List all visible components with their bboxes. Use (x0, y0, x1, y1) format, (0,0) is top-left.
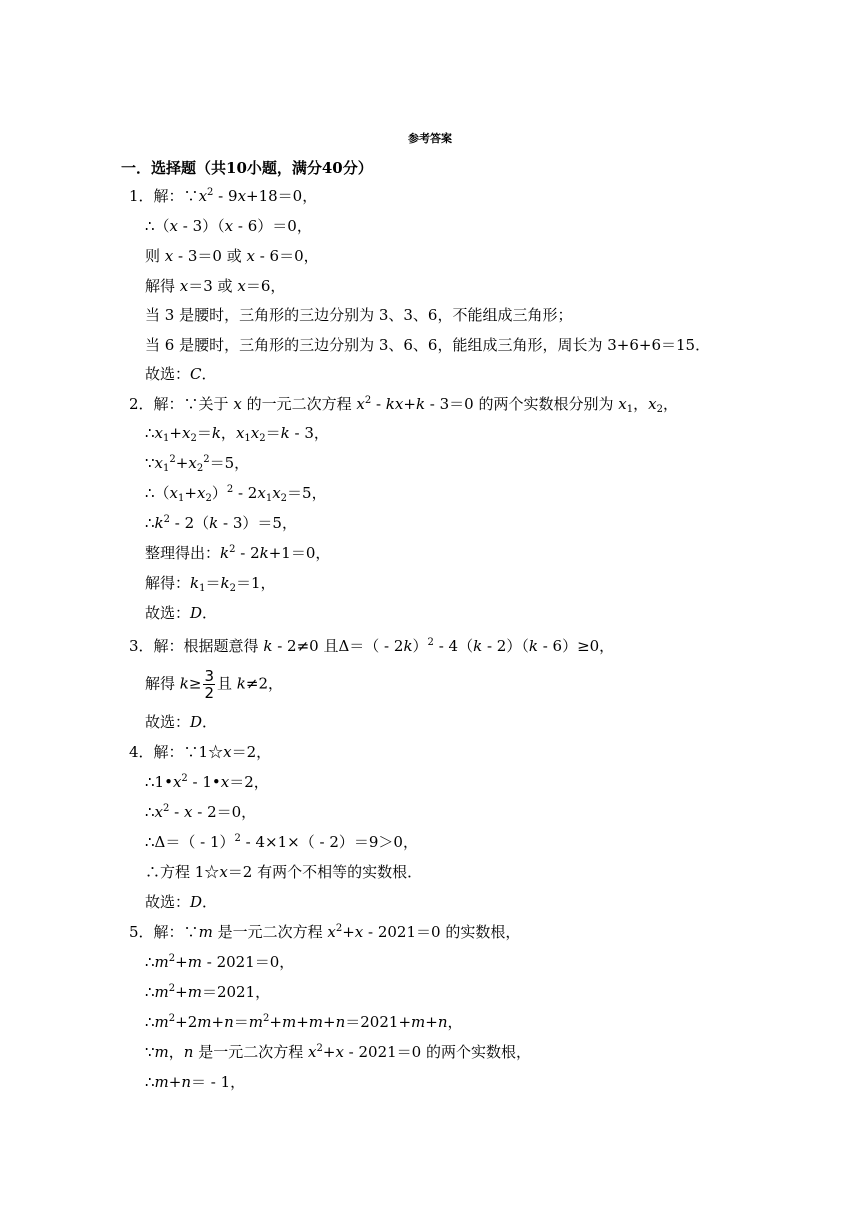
q2-line-2: $\therefore x_1+x_2=k$，$x_1x_2=k - 3$， (145, 424, 329, 444)
q5-line-2: $\therefore m^2+m - 2021=0$， (145, 953, 295, 971)
q4-line-1: 4．解：∵1☆x＝2， (129, 743, 272, 761)
q1-line-4: 解得 x＝3 或 x＝6， (145, 277, 286, 295)
q3-line-1: 3．解：根据题意得 k - 2≠0 且Δ＝（ - 2k）$^2$ - 4（k - 2）（k - 6）≥0， (129, 637, 615, 655)
q1-line-6: 当 6 是腰时，三角形的三边分别为 3、6、6，能组成三角形，周长为 3+6+6＝15． (145, 336, 711, 354)
q4-line-5: ∴方程 1☆x＝2 有两个不相等的实数根． (145, 863, 423, 881)
q1-line-3: 则 x - 3＝0 或 x - 6＝0， (145, 247, 319, 265)
q2-line-7: 解得：$k_1=k_2=1$， (145, 574, 276, 594)
q4-line-3: $\therefore x^2 - x - 2=0$， (145, 803, 257, 821)
q5-line-3: $\therefore m^2+m=2021$， (145, 983, 271, 1001)
q1-line-5: 当 3 是腰时，三角形的三边分别为 3、3、6，不能组成三角形； (145, 306, 573, 324)
q1-line-7: 故选：C． (145, 365, 217, 383)
q2-line-1: 2．解：∵关于 x 的一元二次方程 $x^2 - kx+k - 3=0$ 的两个实数根分别为 $x_1$，$x_2$， (129, 395, 678, 415)
q2-line-6: 整理得出：$k^2 - 2k+1=0$， (145, 544, 331, 562)
q2-line-5: $\therefore k^2 - 2(k - 3)=5$， (145, 514, 297, 532)
q1-line-2: ∴（x - 3）（x - 6）＝0， (145, 217, 312, 235)
q5-line-1: 5．解：∵m 是一元二次方程 $x^2+x - 2021=0$ 的实数根， (129, 923, 521, 941)
q5-line-5: ∵m，n 是一元二次方程 $x^2+x - 2021=0$ 的两个实数根， (145, 1043, 531, 1061)
q5-line-4: $\therefore m^2+2m+n=m^2+m+m+n=2021+m+n$， (145, 1013, 463, 1031)
q1-line-1: 1．解：$\because x^2 - 9x+18=0$， (129, 187, 318, 205)
q4-line-6: 故选：D． (145, 893, 218, 911)
q3-line-2: 解得 k≥ $\frac{3}{2}$ 且 k≠2， (145, 667, 283, 702)
page-title: 参考答案 (408, 132, 452, 145)
q3-line-3: 故选：D． (145, 713, 218, 731)
section-heading: 一．选择题（共10小题，满分40分） (121, 159, 373, 177)
q2-line-4: $\therefore(x_1+x_2)^2 - 2x_1x_2=5$， (145, 484, 327, 504)
fraction-three-halves: $\frac{3}{2}$ (204, 667, 214, 702)
q5-line-6: ∴m+n＝ - 1， (145, 1073, 246, 1091)
q4-line-4: ∴Δ＝（ - 1）$^2$ - 4×1×（ - 2）＝9＞0， (145, 833, 418, 851)
q4-line-2: $\therefore 1•x^2$ - 1•x＝2， (145, 773, 269, 791)
q2-line-8: 故选：D． (145, 604, 218, 622)
q2-line-3: $\because x_1^2+x_2^2=5$， (145, 454, 250, 474)
